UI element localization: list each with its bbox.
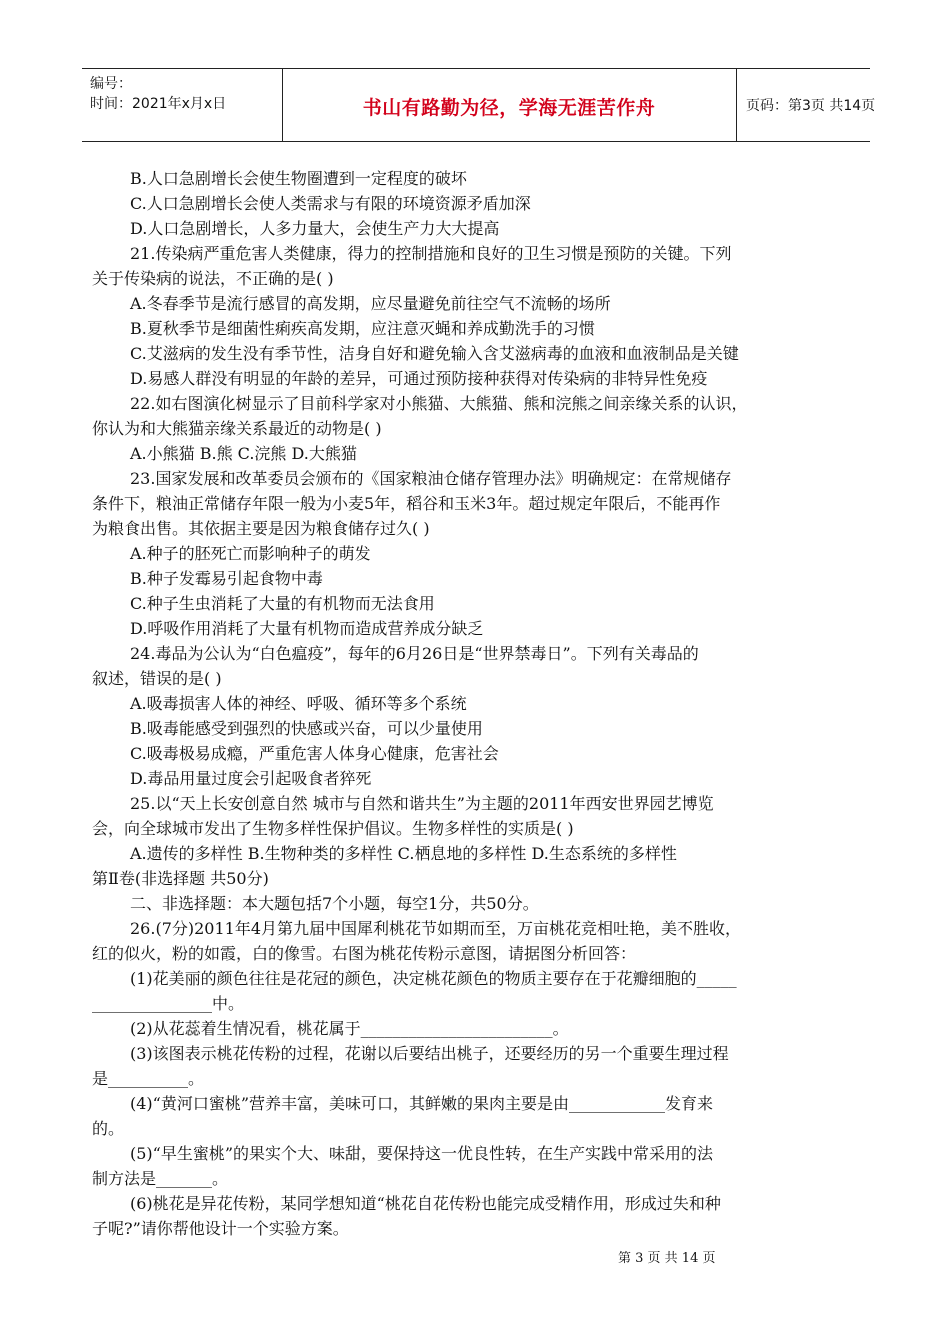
sub-question-line: _______________中。: [92, 994, 245, 1013]
option-line: B.吸毒能感受到强烈的快感或兴奋，可以少量使用: [130, 719, 483, 738]
question-25-line: 会，向全球城市发出了生物多样性保护倡议。生物多样性的实质是( ): [92, 819, 574, 838]
header-page-cell: [736, 69, 876, 141]
question-26-line: 26.(7分)2011年4月第九届中国犀利桃花节如期而至，万亩桃花竞相吐艳，美不胜收，: [130, 919, 742, 938]
section-heading: 第Ⅱ卷(非选择题 共50分): [92, 869, 269, 888]
sub-question-line: (4)“黄河口蜜桃”营养丰富，美味可口，其鲜嫩的果肉主要是由____________发育来: [130, 1094, 714, 1113]
sub-question-line: (5)“早生蜜桃”的果实个大、味甜，要保持这一优良性转，在生产实践中常采用的法: [130, 1144, 714, 1163]
option-line: C.艾滋病的发生没有季节性，洁身自好和避免输入含艾滋病毒的血液和血液制品是关键: [130, 344, 739, 363]
sub-question-line: 是__________。: [92, 1069, 205, 1088]
sub-question-line: 制方法是_______。: [92, 1169, 229, 1188]
option-line: D.呼吸作用消耗了大量有机物而造成营养成分缺乏: [130, 619, 484, 638]
sub-question-line: (1)花美丽的颜色往往是花冠的颜色，决定桃花颜色的物质主要存在于花瓣细胞的_____: [130, 969, 737, 988]
sub-question-line: (2)从花蕊着生情况看，桃花属于________________________。: [130, 1019, 569, 1038]
option-line: B.人口急剧增长会使生物圈遭到一定程度的破坏: [130, 169, 467, 188]
option-line: A.吸毒损害人体的神经、呼吸、循环等多个系统: [130, 694, 467, 713]
question-22-line: 22.如右图演化树显示了目前科学家对小熊猫、大熊猫、熊和浣熊之间亲缘关系的认识，: [130, 394, 748, 413]
option-line: B.种子发霉易引起食物中毒: [130, 569, 323, 588]
option-line: A.小熊猫 B.熊 C.浣熊 D.大熊猫: [130, 444, 357, 463]
document-time-label: 时间：2021年x月x日: [90, 96, 227, 112]
header-motto-cell: [282, 69, 737, 141]
question-24-line: 叙述，错误的是( ): [92, 669, 222, 688]
header-page-label: 页码：第3页 共14页: [746, 98, 876, 114]
option-line: D.易感人群没有明显的年龄的差异，可通过预防接种获得对传染病的非特异性免疫: [130, 369, 708, 388]
option-line: C.种子生虫消耗了大量的有机物而无法食用: [130, 594, 435, 613]
exam-content: [92, 166, 862, 1241]
question-26-line: 红的似火，粉的如霞，白的像雪。右图为桃花传粉示意图，请据图分析回答：: [92, 944, 637, 963]
option-line: C.吸毒极易成瘾，严重危害人体身心健康，危害社会: [130, 744, 499, 763]
question-24-line: 24.毒品为公认为“白色瘟疫”，每年的6月26日是“世界禁毒日”。下列有关毒品的: [130, 644, 699, 663]
header-motto: 书山有路勤为径，学海无涯苦作舟: [362, 97, 656, 119]
option-line: A.冬春季节是流行感冒的高发期，应尽量避免前往空气不流畅的场所: [130, 294, 611, 313]
header-info-cell: [82, 69, 283, 141]
option-line: D.毒品用量过度会引起吸食者猝死: [130, 769, 372, 788]
question-25-line: 25.以“天上长安创意自然 城市与自然和谐共生”为主题的2011年西安世界园艺博览: [130, 794, 714, 813]
option-line: D.人口急剧增长，人多力量大，会使生产力大大提高: [130, 219, 500, 238]
option-line: A.遗传的多样性 B.生物种类的多样性 C.栖息地的多样性 D.生态系统的多样性: [130, 844, 677, 863]
option-line: A.种子的胚死亡而影响种子的萌发: [130, 544, 371, 563]
page-footer: 第 3 页 共 14 页: [618, 1251, 716, 1266]
page-header: [82, 68, 876, 142]
option-line: B.夏秋季节是细菌性痢疾高发期，应注意灭蝇和养成勤洗手的习惯: [130, 319, 595, 338]
question-23-line: 为粮食出售。其依据主要是因为粮食储存过久( ): [92, 519, 430, 538]
question-23-line: 23.国家发展和改革委员会颁布的《国家粮油仓储存管理办法》明确规定：在常规储存: [130, 469, 732, 488]
sub-question-line: 子呢?”请你帮他设计一个实验方案。: [92, 1219, 349, 1238]
option-line: C.人口急剧增长会使人类需求与有限的环境资源矛盾加深: [130, 194, 531, 213]
sub-question-line: (3)该图表示桃花传粉的过程，花谢以后要结出桃子，还要经历的另一个重要生理过程: [130, 1044, 729, 1063]
question-23-line: 条件下，粮油正常储存年限一般为小麦5年，稻谷和玉米3年。超过规定年限后，不能再作: [92, 494, 721, 513]
document-number-label: 编号：: [90, 76, 132, 92]
section-instruction: 二、非选择题：本大题包括7个小题，每空1分，共50分。: [130, 894, 539, 913]
question-21-line: 关于传染病的说法，不正确的是( ): [92, 269, 334, 288]
question-22-line: 你认为和大熊猫亲缘关系最近的动物是( ): [92, 419, 382, 438]
question-21-line: 21.传染病严重危害人类健康，得力的控制措施和良好的卫生习惯是预防的关键。下列: [130, 244, 732, 263]
sub-question-line: 的。: [92, 1119, 125, 1138]
sub-question-line: (6)桃花是异花传粉，某同学想知道“桃花自花传粉也能完成受精作用，形成过失和种: [130, 1194, 721, 1213]
